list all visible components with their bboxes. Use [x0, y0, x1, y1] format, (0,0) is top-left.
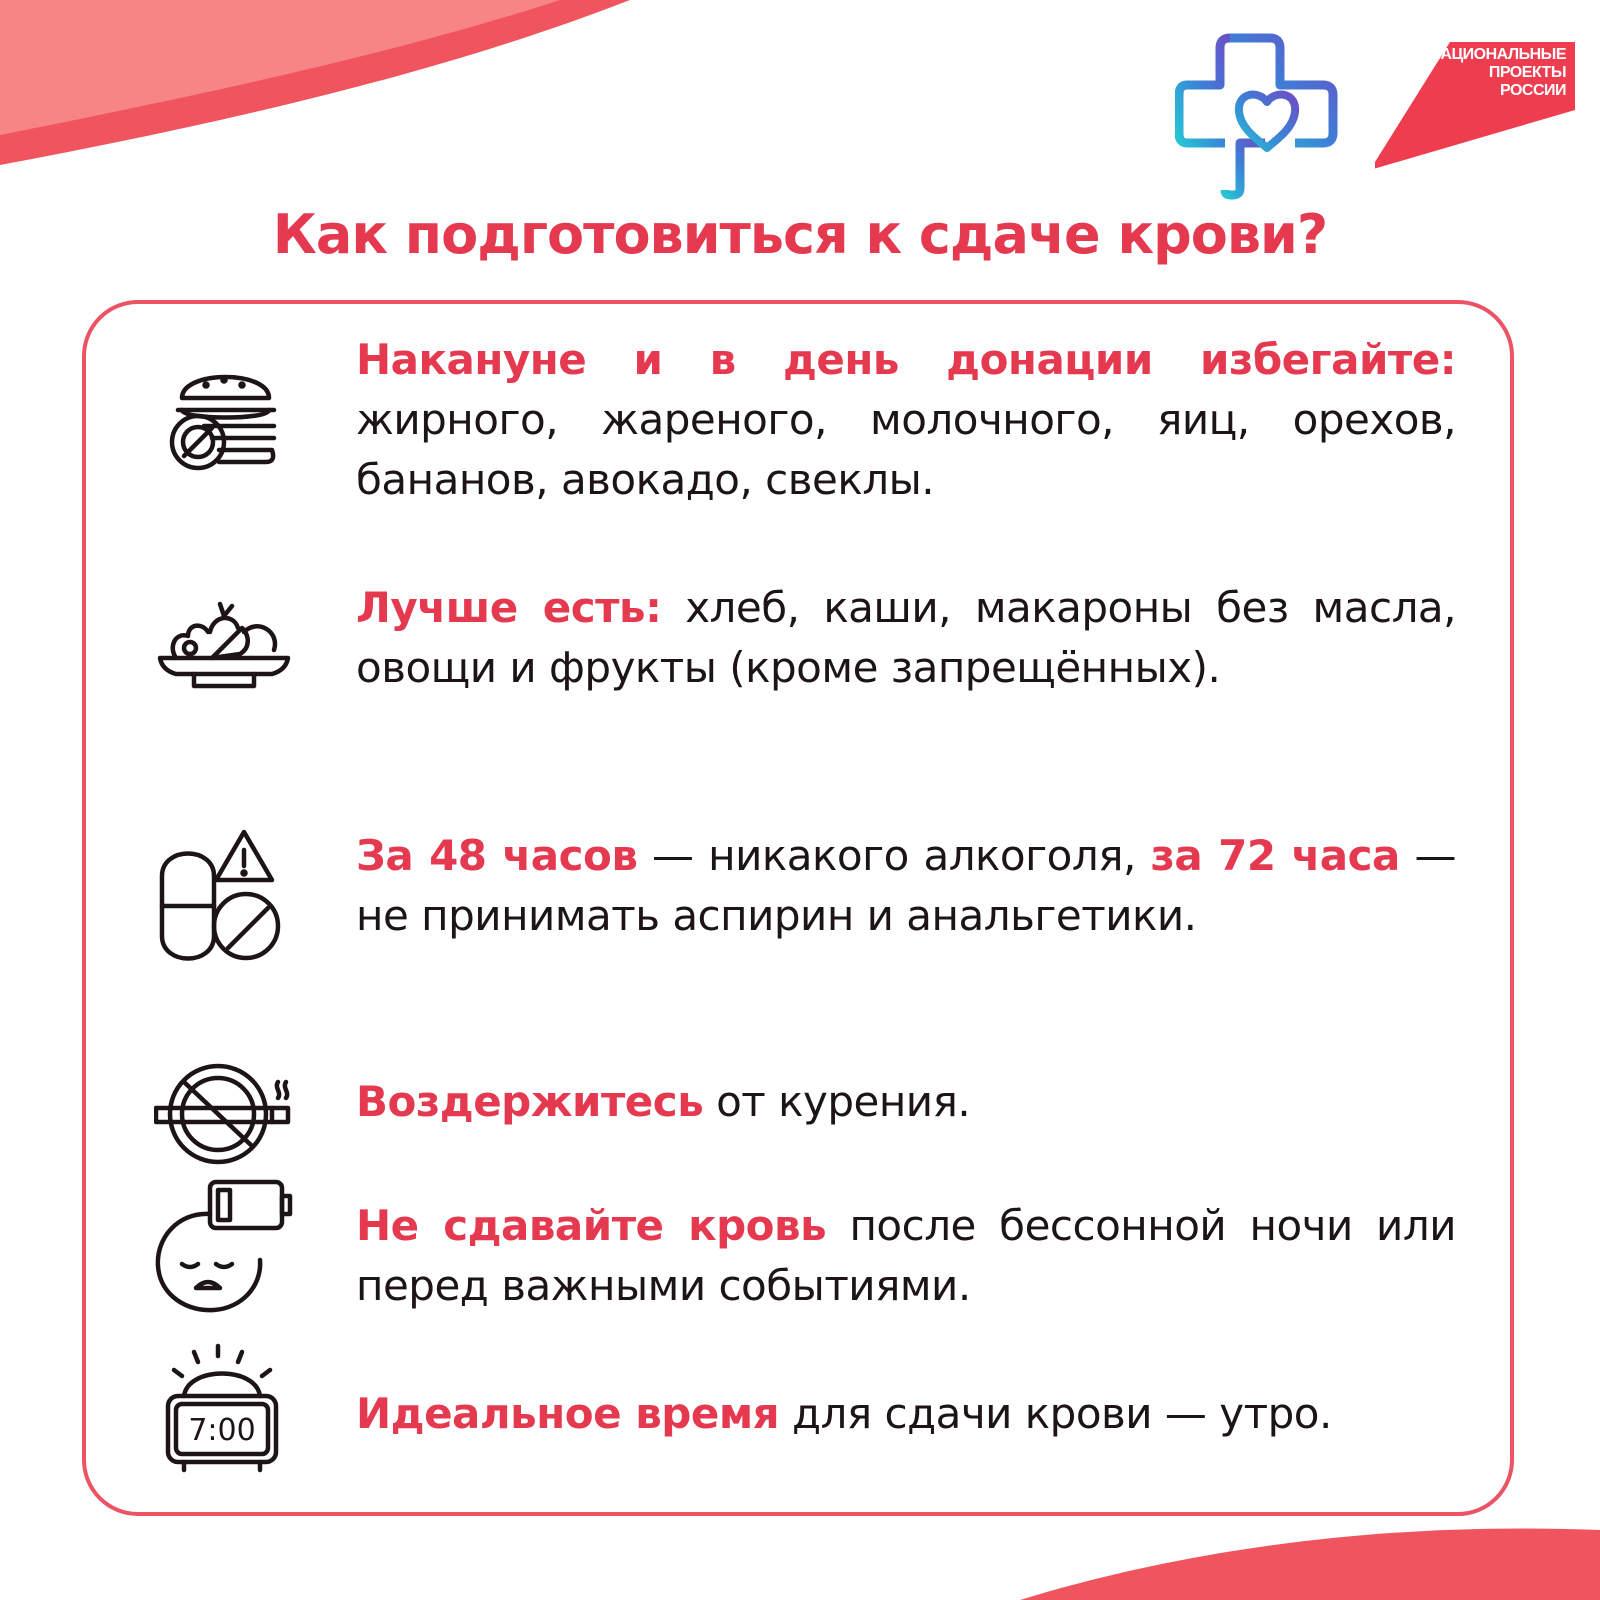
tip-text-no-smoking [356, 1072, 1456, 1132]
tip-highlight: Идеальное время [356, 1389, 780, 1438]
tips-card [82, 300, 1514, 1516]
logo-line-2: ПРОЕКТЫ [1488, 64, 1566, 81]
tip-text-better-eat [356, 578, 1456, 698]
tired-low-battery-icon [154, 1176, 294, 1316]
tip-highlight: Лучше есть: [356, 583, 662, 632]
tip-text-alcohol-meds [356, 826, 1456, 946]
clock-display-text: 7:00 [188, 1413, 256, 1448]
tip-body: хлеб, каши, макароны без масла, овощи и фрукты (кроме запрещённых). [356, 583, 1456, 692]
tip-body: после бессонной ночи или перед важными событиями. [356, 1201, 1456, 1310]
tip-highlight: Накануне и в день донации избегайте: [356, 335, 1456, 384]
tip-body: жирного, жареного, молочного, яиц, орехов, бананов, авокадо, свеклы. [356, 395, 1456, 504]
no-burger-icon [154, 350, 294, 490]
alarm-clock-icon [154, 1334, 294, 1474]
national-projects-logo-text [1406, 46, 1566, 100]
tip-body: для сдачи крови — утро. [779, 1389, 1332, 1438]
tip-body-2: — не принимать аспирин и анальгетики. [356, 831, 1456, 940]
tip-body: — никакого алкоголя, [637, 831, 1151, 880]
tip-highlight: За 48 часов [356, 831, 638, 880]
tip-text-avoid-foods [356, 330, 1456, 510]
tip-highlight-2: за 72 часа [1150, 831, 1400, 880]
health-cross-logo-icon [1175, 30, 1345, 200]
pills-warning-icon [154, 826, 294, 966]
tip-body: от курения. [703, 1077, 971, 1126]
logo-line-3: РОССИИ [1499, 82, 1566, 99]
tip-text-morning [356, 1384, 1456, 1444]
tip-text-sleep [356, 1196, 1456, 1316]
tip-highlight: Воздержитесь [356, 1077, 704, 1126]
tip-highlight: Не сдавайте кровь [356, 1201, 827, 1250]
page-title: Как подготовиться к сдаче крови? [272, 203, 1328, 266]
no-smoking-icon [154, 1042, 294, 1182]
salad-bowl-icon [154, 588, 294, 728]
logo-line-1: НАЦИОНАЛЬНЫЕ [1429, 46, 1566, 63]
